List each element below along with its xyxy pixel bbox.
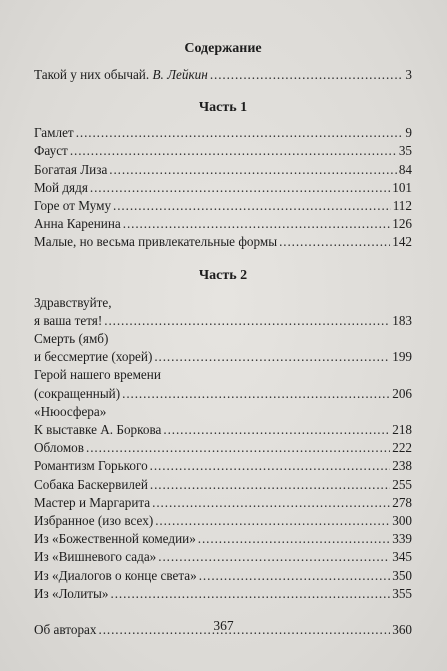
toc-entry-page: 218 xyxy=(392,422,412,438)
dot-leader xyxy=(113,197,391,215)
toc-entry-title: Гамлет xyxy=(34,125,74,141)
toc-entry-title: Мастер и Маргарита xyxy=(34,494,151,510)
toc-entry-title: Мой дядя xyxy=(34,179,88,195)
dot-leader xyxy=(122,385,390,403)
toc-entry-title: Горе от Муму xyxy=(34,198,112,214)
toc-entry xyxy=(34,215,412,233)
toc-entry-title: я ваша тетя! xyxy=(34,312,103,328)
toc-entry-page: 345 xyxy=(392,549,412,565)
toc-entry-title: Избранное (изо всех) xyxy=(34,513,154,529)
toc-entry xyxy=(34,179,412,197)
toc-entry-title-text: Такой у них обычай. xyxy=(34,67,150,82)
toc-entry-title-line: Здравствуйте, xyxy=(34,294,112,310)
toc-heading: Содержание xyxy=(184,41,262,56)
page-number: 367 xyxy=(213,618,234,633)
toc-entry-page: 339 xyxy=(392,531,412,547)
toc-entry-title: Из «Диалогов о конце света» xyxy=(34,567,197,583)
part-heading: Часть 1 xyxy=(198,100,248,116)
toc-entry-page: 183 xyxy=(392,312,412,328)
dot-leader xyxy=(150,457,391,475)
toc-entry xyxy=(34,124,412,142)
toc-entry-title: Малые, но весьма привлекательные формы xyxy=(34,234,278,250)
toc-entry-page: 350 xyxy=(392,567,412,583)
toc-entry-author: В. Лейкин xyxy=(152,67,208,82)
toc-entry xyxy=(34,197,412,215)
toc-entry xyxy=(34,348,412,366)
toc-entry-page: 126 xyxy=(392,216,412,232)
dot-leader xyxy=(163,421,390,439)
dot-leader xyxy=(158,548,390,566)
toc-entry-title-line: Смерть (ямб) xyxy=(34,331,109,347)
toc-entry-title: Из «Божественной комедии» xyxy=(34,531,196,547)
toc-entry-page: 199 xyxy=(392,349,412,365)
dot-leader xyxy=(123,215,390,233)
toc-entry xyxy=(34,161,412,179)
toc-entry-title: Фауст xyxy=(34,143,68,159)
toc-entry xyxy=(34,385,412,403)
toc-entry-page: 206 xyxy=(392,385,412,401)
dot-leader xyxy=(198,530,390,548)
toc-entry-title: (сокращенный) xyxy=(34,385,121,401)
dot-leader xyxy=(152,494,390,512)
toc-entry xyxy=(34,439,412,457)
toc-entry-title: Из «Лолиты» xyxy=(34,585,109,601)
dot-leader xyxy=(111,585,391,603)
toc-entry xyxy=(34,233,412,251)
toc-entry xyxy=(34,476,412,494)
toc-entry-title-line: Герой нашего времени xyxy=(34,367,161,383)
toc-entry-page: 35 xyxy=(398,143,412,159)
dot-leader xyxy=(104,312,390,330)
dot-leader xyxy=(109,161,397,179)
dot-leader xyxy=(210,66,404,84)
dot-leader xyxy=(90,179,390,197)
toc-entry-title: Анна Каренина xyxy=(34,216,121,232)
dot-leader xyxy=(76,124,404,142)
dot-leader xyxy=(279,233,390,251)
toc-entry xyxy=(34,421,412,439)
toc-entry-page: 3 xyxy=(405,67,412,82)
table-of-contents xyxy=(34,40,412,639)
toc-entry-title: Об авторах xyxy=(34,622,97,638)
toc-entry xyxy=(34,585,412,603)
toc-subsection-title: «Нюосфера» xyxy=(34,403,107,419)
toc-entry xyxy=(34,567,412,585)
toc-entry-page: 355 xyxy=(392,585,412,601)
toc-entry-page: 222 xyxy=(392,440,412,456)
dot-leader xyxy=(155,512,390,530)
toc-entry-page: 9 xyxy=(405,125,412,141)
dot-leader xyxy=(199,567,390,585)
toc-entry xyxy=(34,312,412,330)
part-1-entries xyxy=(34,124,412,251)
toc-entry-page: 300 xyxy=(392,513,412,529)
toc-entry-title: К выставке А. Боркова xyxy=(34,422,162,438)
toc-entry-page: 112 xyxy=(392,198,412,214)
toc-entry xyxy=(34,142,412,160)
dot-leader xyxy=(86,439,390,457)
toc-entry-page: 278 xyxy=(392,494,412,510)
part-heading: Часть 2 xyxy=(198,267,248,283)
toc-entry-intro xyxy=(34,66,412,84)
toc-entry-page: 101 xyxy=(392,179,412,195)
toc-entry-title: и бессмертие (хорей) xyxy=(34,349,153,365)
dot-leader xyxy=(70,142,397,160)
toc-entry-title: Собака Баскервилей xyxy=(34,476,148,492)
toc-entry-page: 84 xyxy=(398,161,412,177)
toc-entry xyxy=(34,530,412,548)
toc-entry-page: 360 xyxy=(392,622,412,638)
toc-entry xyxy=(34,457,412,475)
toc-entry xyxy=(34,512,412,530)
toc-entry xyxy=(34,548,412,566)
toc-entry-title: Обломов xyxy=(34,440,84,456)
toc-entry-title: Из «Вишневого сада» xyxy=(34,549,157,565)
toc-entry-page: 238 xyxy=(392,458,412,474)
dot-leader xyxy=(150,476,390,494)
toc-entry-title xyxy=(34,66,208,84)
toc-entry-title: Богатая Лиза xyxy=(34,161,108,177)
toc-entry xyxy=(34,494,412,512)
dot-leader xyxy=(154,348,390,366)
toc-entry-page: 142 xyxy=(392,234,412,250)
toc-entry-title: Романтизм Горького xyxy=(34,458,148,474)
toc-entry-page: 255 xyxy=(392,476,412,492)
part-2-entries xyxy=(34,294,412,603)
